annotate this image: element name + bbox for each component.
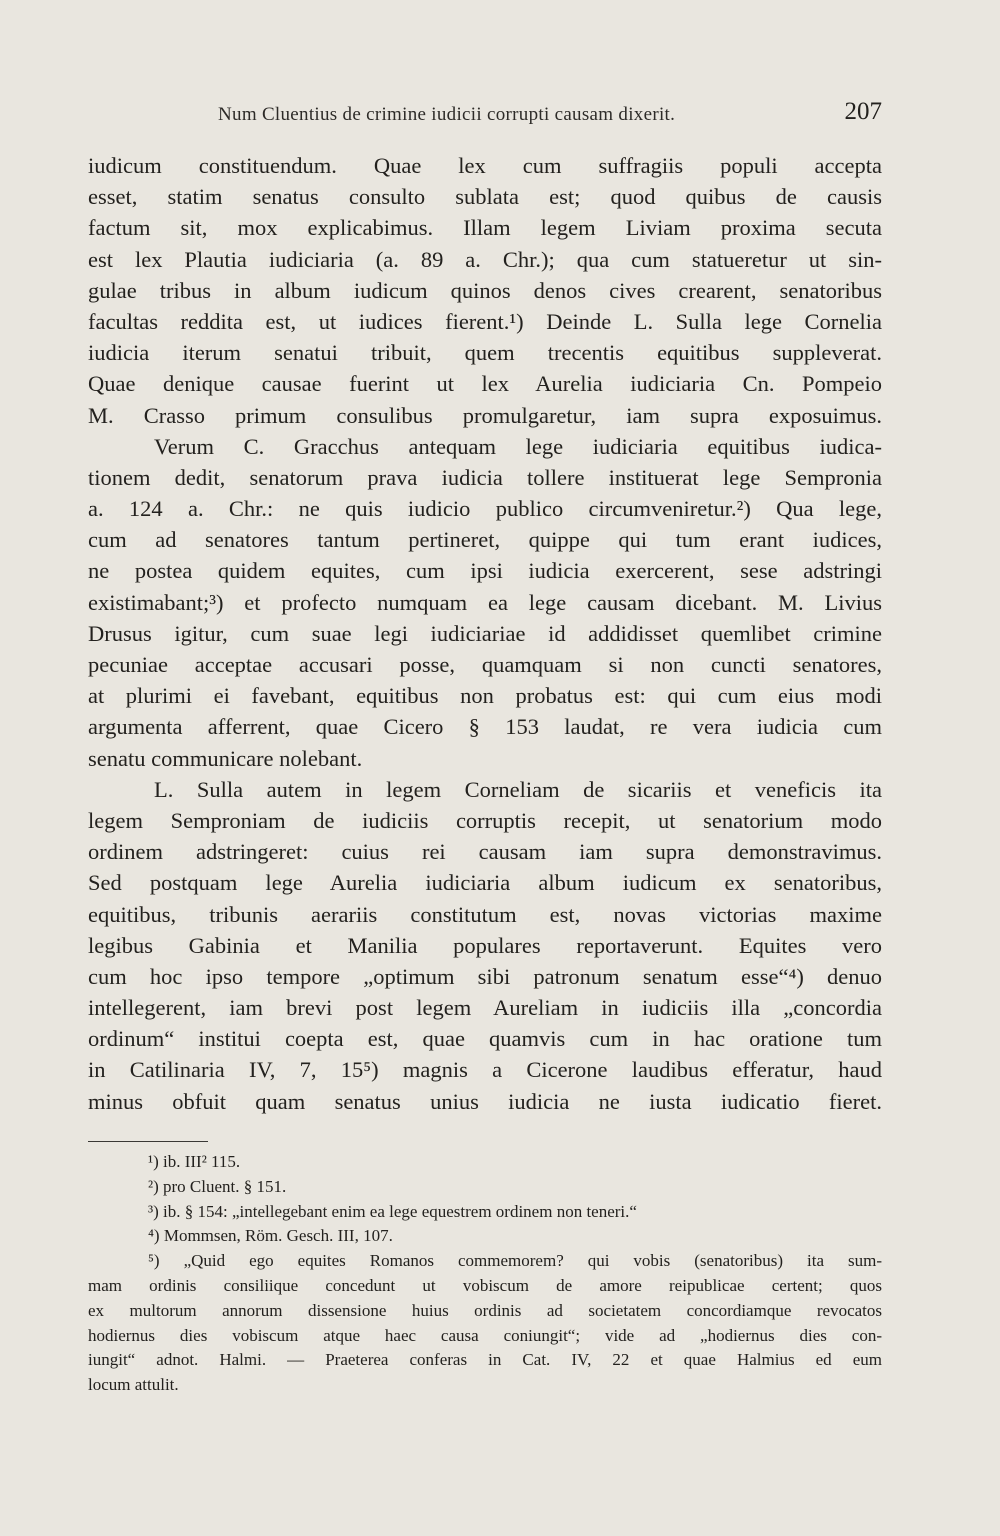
text-line: Sed postquam lege Aurelia iudiciaria album iudicum ex senatoribus,	[88, 870, 882, 896]
text-line: at plurimi ei favebant, equitibus non probatus est: qui cum eius modi	[88, 683, 882, 709]
footnote-1: ¹) ib. III² 115.	[148, 1152, 241, 1171]
text-line: L. Sulla autem in legem Corneliam de sicariis et veneficis ita	[154, 776, 882, 802]
text-line: gulae tribus in album iudicum quinos denos cives crearent, senatoribus	[88, 277, 882, 303]
text-line: senatu communicare nolebant.	[88, 745, 363, 771]
text-line: tionem dedit, senatorum prava iudicia tollere instituerat lege Sempronia	[88, 464, 882, 490]
text-line: legibus Gabinia et Manilia populares reportaverunt. Equites vero	[88, 932, 882, 958]
text-line: factum sit, mox explicabimus. Illam legem Liviam proxima secuta	[88, 215, 882, 241]
text-line: equitibus, tribunis aerariis constitutum est, novas victorias maxime	[88, 901, 882, 927]
text-line: minus obfuit quam senatus unius iudicia ne iusta iudicatio fieret.	[88, 1088, 882, 1114]
text-line: existimabant;³) et profecto numquam ea lege causam dicebant. M. Livius	[88, 589, 882, 615]
text-line: Quae denique causae fuerint ut lex Aurelia iudiciaria Cn. Pompeio	[88, 371, 882, 397]
footnote-5-line: hodiernus dies vobiscum atque haec causa coniungit“; vide ad „hodiernus dies con-	[88, 1325, 882, 1345]
text-line: iudicum constituendum. Quae lex cum suffragiis populi accepta	[88, 153, 882, 178]
text-line: facultas reddita est, ut iudices fierent.¹) Deinde L. Sulla lege Cornelia	[88, 308, 882, 334]
text-line: legem Semproniam de iudiciis corruptis recepit, ut senatorium modo	[88, 807, 882, 833]
text-line: esset, statim senatus consulto sublata est; quod quibus de causis	[88, 184, 882, 210]
text-line: pecuniae acceptae accusari posse, quamquam si non cuncti senatores,	[88, 652, 882, 677]
text-line: ne postea quidem equites, cum ipsi iudicia exercerent, sese adstringi	[88, 558, 882, 584]
footnotes	[88, 1150, 882, 1398]
text-line: argumenta afferrent, quae Cicero § 153 laudat, re vera iudicia cum	[88, 714, 882, 740]
footnote-5-line: mam ordinis consiliique concedunt ut vobiscum de amore reipublicae certent; quos	[88, 1275, 882, 1295]
running-head: Num Cluentius de crimine iudicii corrupti causam dixerit.	[218, 104, 676, 125]
footnote-5-line: locum attulit.	[88, 1375, 179, 1395]
text-line: intellegerent, iam brevi post legem Aureliam in iudiciis illa „concordia	[88, 995, 882, 1021]
text-line: cum ad senatores tantum pertineret, quippe qui tum erant iudices,	[88, 527, 882, 553]
footnote-divider	[88, 1141, 208, 1142]
body-text	[88, 150, 882, 1117]
text-line: ordinem adstringeret: cuius rei causam iam supra demonstravimus.	[88, 839, 882, 865]
footnote-5: ⁵) „Quid ego equites Romanos commemorem? qui vobis (senatoribus) ita sum-	[148, 1251, 882, 1271]
footnote-5-line: iungit“ adnot. Halmi. — Praeterea conferas in Cat. IV, 22 et quae Halmius ed eum	[88, 1350, 882, 1370]
text-line: iudicia iterum senatui tribuit, quem trecentis equitibus suppleverat.	[88, 340, 882, 366]
text-line: in Catilinaria IV, 7, 15⁵) magnis a Cicerone laudibus efferatur, haud	[88, 1057, 882, 1083]
text-line: Drusus igitur, cum suae legi iudiciariae id addidisset quemlibet crimine	[88, 620, 882, 646]
text-line: a. 124 a. Chr.: ne quis iudicio publico circumveniretur.²) Qua lege,	[88, 496, 882, 522]
page-number: 207	[844, 98, 882, 125]
text-line: Verum C. Gracchus antequam lege iudiciaria equitibus iudica-	[154, 433, 882, 459]
footnote-5-line: ex multorum annorum dissensione huius ordinis ad societatem concordiamque revocatos	[88, 1300, 882, 1320]
footnote-4: ⁴) Mommsen, Röm. Gesch. III, 107.	[148, 1226, 393, 1246]
footnote-3: ³) ib. § 154: „intellegebant enim ea lege equestrem ordinem non teneri.“	[148, 1201, 637, 1221]
text-line: est lex Plautia iudiciaria (a. 89 a. Chr.); qua cum statueretur ut sin-	[88, 246, 882, 272]
page-header	[88, 96, 882, 136]
text-line: ordinum“ institui coepta est, quae quamvis cum in hac oratione tum	[88, 1026, 882, 1052]
text-line: M. Crasso primum consulibus promulgaretur, iam supra exposuimus.	[88, 402, 882, 428]
text-line: cum hoc ipso tempore „optimum sibi patronum senatum esse“⁴) denuo	[88, 963, 882, 989]
footnote-2: ²) pro Cluent. § 151.	[148, 1176, 287, 1196]
